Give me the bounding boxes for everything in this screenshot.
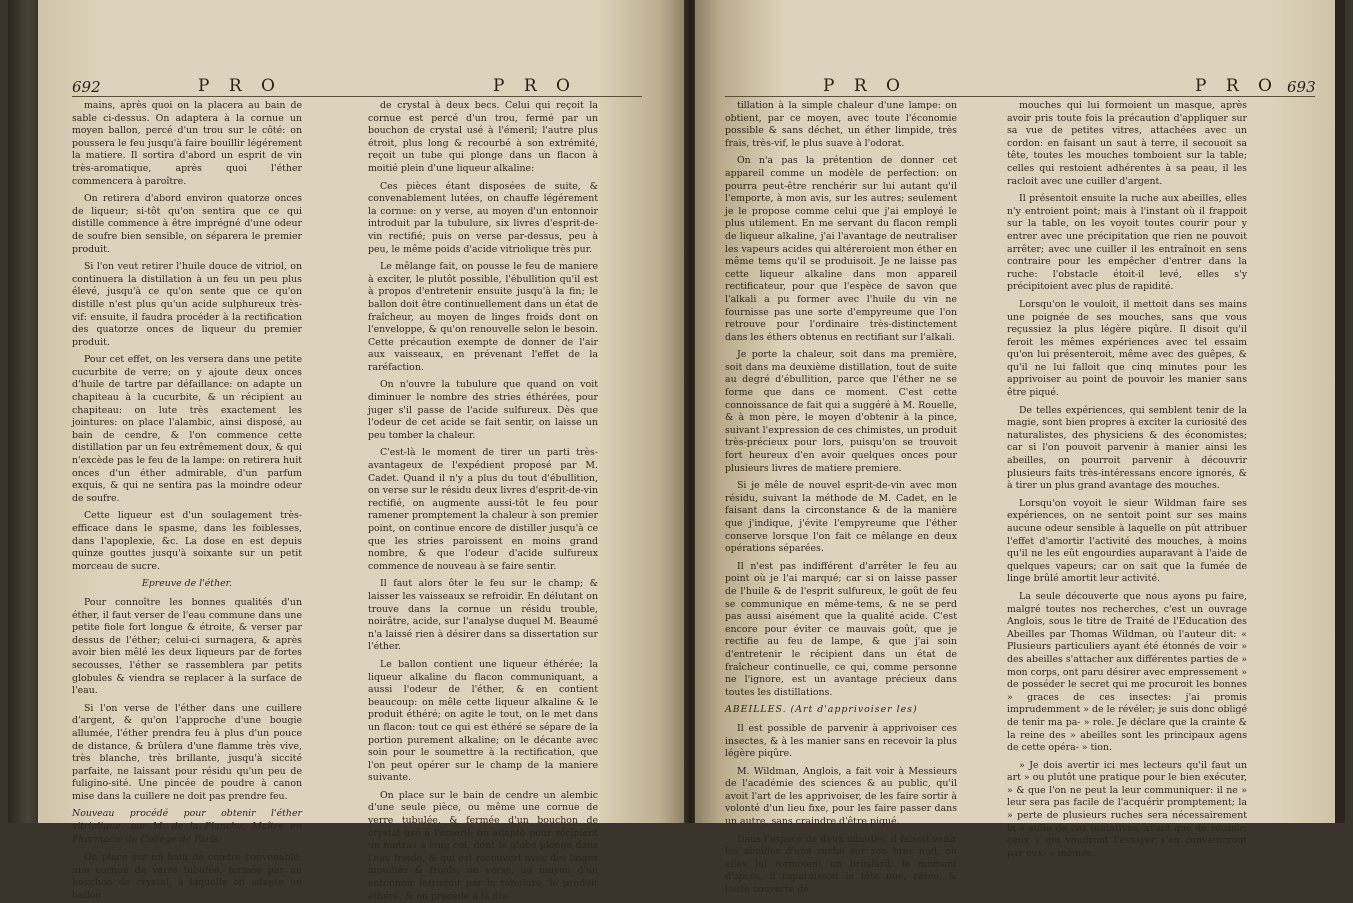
paragraph: Pour connoître les bonnes qualités d'un éther, il faut verser de l'eau commune dans une petite fiole fort longue & étroite, & verser par dessus de l'éther; celui-ci surnagera, & après avoir bien mêlé les deux liqueurs par de fortes secousses, l'éther se rassemblera par petits globules & viendra se replacer à la surface de l'eau. bbox=[72, 596, 302, 697]
paragraph: On place sur le bain de cendre un alembic d'une seule pièce, ou même une cornue de verre tubulée, & fermée d'un bouchon de crystal usé à l'émeril; on adapte pour récipient un matras à long col, dont le globe plonge dans l'eau froide, & qui est recouvert avec des linges mouillés & froids; on verse, au moyen d'un entonnoir introduit par la tubulure, le produit éthéré, & on procède à la dis- bbox=[368, 789, 598, 902]
paragraph: La seule découverte que nous ayons pu faire, malgré toutes nos recherches, c'est un ouvrage Anglois, sous le titre de Traité de l'Education des Abeilles par Thomas Wildman, où l'auteur dit: « Plusieurs particuliers ayant été étonnés de voir » des abeilles s'attacher aux différentes parties de » mon corps, ont paru désirer avec empressement » de posséder le secret qui me procuroit les bonnes » graces de ces insectes: j'ai promis imprudemment » de le révéler; je suis donc obligé de tenir ma pa- » role. Je déclare que la crainte & la reine des » abeilles sont les principaux agens de cette opéra- » tion. bbox=[1007, 590, 1247, 754]
right-running-head-1: P R O bbox=[823, 76, 907, 96]
paragraph: On retirera d'abord environ quatorze onces de liqueur; si-tôt qu'on sentira que ce qui distille commence à être imprégné d'une odeur de soufre bien sensible, on séparera le premier produit. bbox=[72, 193, 302, 255]
paragraph: Lorsqu'on voyoit le sieur Wildman faire ses expériences, on ne sentoit point sur ses mains aucune odeur sensible à laquelle on pût attribuer l'effet d'amortir l'activité des mouches, à moins qu'il ne les eût engourdies auparavant à l'aide de quelques vapeurs; car on sait que la fumée de linge brûlé amortit leur activité. bbox=[1007, 497, 1247, 585]
article-heading: ABEILLES. (Art d'apprivoiser les) bbox=[725, 704, 918, 716]
right-column-2 bbox=[1007, 100, 1247, 859]
paragraph: On n'ouvre la tubulure que quand on voit diminuer le nombre des stries éthérées, pour juger s'il passe de l'acide sulfureux. Dès que l'odeur de cet acide se fait sentir, on laisse un peu tomber la chaleur. bbox=[368, 379, 598, 441]
left-header-rule bbox=[72, 96, 642, 97]
right-page-number: 693 bbox=[1287, 78, 1316, 96]
paragraph: Dans l'espace de deux minutes, il faisoit venir les abeilles d'une ruche sur son bras nud, où elles lui formoient un bruslard; le moment d'après, il reparoissoit la tête nue, rasée, & toute couverte de bbox=[725, 833, 957, 896]
paragraph: Il faut alors ôter le feu sur le champ; & laisser les vaisseaux se refroidir. En délutant on trouve dans la cornue un résidu trouble, noirâtre, acide, sur l'analyse duquel M. Beaumé n'a laissé rien à désirer dans sa dissertation sur l'éther. bbox=[368, 578, 598, 653]
paragraph: Lorsqu'on le vouloit, il mettoit dans ses mains une poignée de ses mouches, sans que vous reçussiez la plus légère piqûre. Il disoit qu'il feroit les mêmes expériences avec tel essaim qu'on lui présenteroit, même avec des guêpes, & qu'il ne lui falloit que cinq minutes pour les apprivoiser au point de pouvoir les manier sans être piqué. bbox=[1007, 298, 1247, 399]
right-column-1 bbox=[725, 100, 957, 896]
paragraph: M. Wildman, Anglois, a fait voir à Messieurs de l'académie des sciences & au public, qu'il avoit l'art de les apprivoiser, de les faire sortir à volonté d'un lieu fixe, pour les faire passer dans un autre, sans craindre d'être piqué. bbox=[725, 765, 957, 828]
paragraph: Cette liqueur est d'un soulagement très-efficace dans le spasme, dans les foiblesses, dans l'apoplexie, &c. La dose en est depuis quinze gouttes jusqu'à soixante sur un petit morceau de sucre. bbox=[72, 510, 302, 572]
section-title: Nouveau procédé pour obtenir l'éther vitriolique, par M. de la Planche, Maître en Pharmacie du Collège de Paris. bbox=[72, 808, 302, 845]
paragraph: On n'a pas la prétention de donner cet appareil comme un modèle de perfection: on pourra peut-être renchérir sur lui autant qu'il l'emporte, à mon avis, sur les autres; seulement je le propose comme celui que j'ai employé le plus utilement. En me servant du flacon rempli de liqueur alkaline, j'ai l'avantage de neutraliser les vapeurs acides qui altéreroient mon éther en même tems qu'il se produisoit. Je ne laisse pas cette liqueur alkaline dans mon appareil rectificateur, pour que l'espèce de savon que l'alkali a pu former avec l'huile du vin ne fournisse pas une sorte d'empyreume que l'on retrouve pour l'ordinaire très-distinctement dans les éthers obtenus en rectifiant sur l'alkali. bbox=[725, 155, 957, 343]
left-running-head-1: P R O bbox=[198, 76, 282, 96]
paragraph: Pour cet effet, on les versera dans une petite cucurbite de verre; on y ajoute deux onces d'huile de tartre par défaillance: on adapte un chapiteau à la cucurbite, & un récipient au chapiteau: on lute très exactement les jointures: on place l'alambic, ainsi disposé, au bain de cendre, & l'on commence cette distillation par un feu extrêmement doux, & qui n'excède pas le feu de la lampe: on retirera huit onces d'un éther admirable, d'un parfum exquis, & qui ne sentira pas la moindre odeur de soufre. bbox=[72, 354, 302, 504]
paragraph: Si l'on veut retirer l'huile douce de vitriol, on continuera la distillation à un feu un peu plus élevé, jusqu'à ce qu'on sente que ce qu'on distille n'est plus qu'un acide sulphureux très-vif: ensuite, il faudra procéder à la rectification des quatorze onces de liqueur du premier produit. bbox=[72, 261, 302, 348]
paragraph: mains, après quoi on la placera au bain de sable ci-dessus. On adaptera à la cornue un moyen ballon, percé d'un trou sur le côté: on poussera le feu jusqu'à faire bouillir légérement la matiere. Il sortira d'abord un esprit de vin très-aromatique, après quoi l'éther commencera à paroître. bbox=[72, 100, 302, 187]
section-heading: Epreuve de l'éther. bbox=[141, 578, 233, 590]
right-running-head-2: P R O bbox=[1195, 76, 1279, 96]
paragraph: Le mêlange fait, on pousse le feu de maniere à exciter, le plutôt possible, l'ébullition qu'il est à propos d'entretenir ensuite jusqu'à la fin; le ballon doit être continuellement dans un état de fraîcheur, au moyen de linges froids dont on l'enveloppe, & qu'on renouvelle selon le besoin. Cette précaution exempte de donner de l'air aux vaisseaux, en prévenant l'effet de la raréfaction. bbox=[368, 261, 598, 373]
paragraph: De telles expériences, qui semblent tenir de la magie, sont bien propres à exciter la curiosité des naturalistes, des physiciens & des économistes; car si l'on pouvoit parvenir à manier ainsi les abeilles, on pourroit parvenir à découvrir plusieurs faits très-intéressans encore ignorés, & à tirer un plus grand avantage des mouches. bbox=[1007, 404, 1247, 492]
paragraph: Le ballon contient une liqueur éthérée; la liqueur alkaline du flacon communiquant, a aussi l'odeur de l'éther, & en contient beaucoup: on mêle cette liqueur alkaline & le produit éthéré; on agite le tout, on le met dans un flacon: tout ce qui est éthéré se sépare de la portion purement alkaline; on le décante avec soin pour le soumettre à la rectification, que l'on peut opérer sur le champ de la maniere suivante. bbox=[368, 658, 598, 784]
paragraph: de crystal à deux becs. Celui qui reçoit la cornue est percé d'un trou, fermé par un bouchon de crystal usé à l'émeril; l'autre plus étroit, plus long & recourbé à son extrémité, reçoit un tube qui plonge dans un flacon à moitié plein d'une liqueur alkaline: bbox=[368, 100, 598, 174]
paragraph: On place sur un bain de cendre convenable, une cornue de verre tubulée, fermée par un bouchon de crystal, à laquelle on adapte un ballon bbox=[72, 852, 302, 902]
paragraph: Il n'est pas indifférent d'arrêter le feu au point où je l'ai marqué; car si on laisse passer de l'huile & de l'esprit sulfureux, le goût de feu se communique en même-tems, & ne se perd pas aussi aisément que la qualité acide. C'est encore pour éviter ce mauvais goût, que je rectifie au feu de lampe, & que j'ai soin d'entretenir le récipient dans un état de fraîcheur continuelle, ce qui, comme personne ne l'ignore, est un avantage précieux dans toutes les distillations. bbox=[725, 560, 957, 698]
paragraph: Je porte la chaleur, soit dans ma première, soit dans ma deuxième distillation, tout de suite au degré d'ébullition, parce que l'éther ne se forme que dans ce moment. C'est cette connoissance de fait qui a suggéré à M. Rouelle, & à mon père, le moyen d'obtenir à la pince, suivant l'expression de ces chimistes, un produit très-précieux pour lors, puisqu'on se trouvoit fort heureux d'en avoir quelques onces pour plusieurs livres de matiere premiere. bbox=[725, 349, 957, 474]
book-spread bbox=[8, 0, 1345, 902]
paragraph: Ces pièces étant disposées de suite, & convenablement lutées, on chauffe légérement la cornue: on y verse, au moyen d'un entonnoir introduit par la tubulure, six livres d'esprit-de-vin rectifié; puis on verse par-dessus, peu à peu, le même poids d'acide vitriolique très pur. bbox=[368, 180, 598, 255]
paragraph: C'est-là le moment de tirer un parti très-avantageux de l'expédient proposé par M. Cadet. Quand il n'y a plus du tout d'ébullition, on verse sur le résidu deux livres d'esprit-de-vin rectifié, on augmente aussi-tôt le feu pour ramener promptement la chaleur à son premier point, on continue encore de distiller jusqu'à ce que les stries paroissent en moins grand nombre, & que l'odeur d'acide sulfureux commence de nouveau à se faire sentir. bbox=[368, 447, 598, 572]
left-page-number: 692 bbox=[72, 78, 101, 96]
paragraph: Il présentoit ensuite la ruche aux abeilles, elles n'y entroient point; mais à l'instant où il frappoit sur la table, on les voyoit toutes courir pour y entrer avec une précipitation que rien ne pouvoit arrêter; avec une cuiller il les entraînoit en sens contraire pour les empêcher d'entrer dans la ruche: l'obstacle étoit-il levé, elles s'y précipitoient avec plus de rapidité. bbox=[1007, 193, 1247, 293]
left-page bbox=[38, 0, 686, 902]
right-header-rule bbox=[725, 96, 1315, 97]
paragraph: » Je dois avertir ici mes lecteurs qu'il faut un art » ou plutôt une pratique pour le bien exécuter, » & que l'on ne peut la leur communiquer: il ne » leur sera pas facile de l'acquérir promptement; la » perte de plusieurs ruches sera nécessairement la » suite de ces tentatives, avant que de réussir: ceux » qui voudront l'essayer s'en convaincront par eux- » mêmes. bbox=[1007, 759, 1247, 859]
left-running-head-2: P R O bbox=[493, 76, 577, 96]
paragraph: Si l'on verse de l'éther dans une cuillere d'argent, & qu'on l'approche d'une bougie allumée, l'éther prendra feu à plus d'un pouce de distance, & brûlera d'une flamme très vive, très blanche, très brillante, jusqu'à siccité parfaite, ne laissant pour résidu qu'un peu de fuligino-sité. Une pincée de poudre à canon mise dans la cuillere ne doit pas prendre feu. bbox=[72, 702, 302, 802]
right-page bbox=[695, 0, 1335, 896]
paragraph: mouches qui lui formoient un masque, après avoir pris toute fois la précaution d'appliquer sur sa vue de petites vitres, attachées avec un cordon: en faisant un saut à terre, il secouoit sa tête, toutes les mouches tomboient sur la table; celles qui restoient adhérentes à sa peau, il les racloit avec une cuiller d'argent. bbox=[1007, 100, 1247, 187]
left-column-2 bbox=[368, 100, 598, 902]
paragraph: tillation à la simple chaleur d'une lampe: on obtient, par ce moyen, avec toute l'économie possible & sans déchet, un éther limpide, très frais, très-vif, le plus suave à l'odorat. bbox=[725, 100, 957, 149]
paragraph: Il est possible de parvenir à apprivoiser ces insectes, & à les manier sans en recevoir la plus légère piqûre. bbox=[725, 722, 957, 760]
paragraph: Si je mêle de nouvel esprit-de-vin avec mon résidu, suivant la méthode de M. Cadet, en le faisant dans la circonstance & de la manière que j'indique, j'évite l'empyreume que l'éther conserve lorsque l'on fait ce mêlange en deux opérations séparées. bbox=[725, 480, 957, 555]
left-column-1 bbox=[72, 100, 302, 902]
